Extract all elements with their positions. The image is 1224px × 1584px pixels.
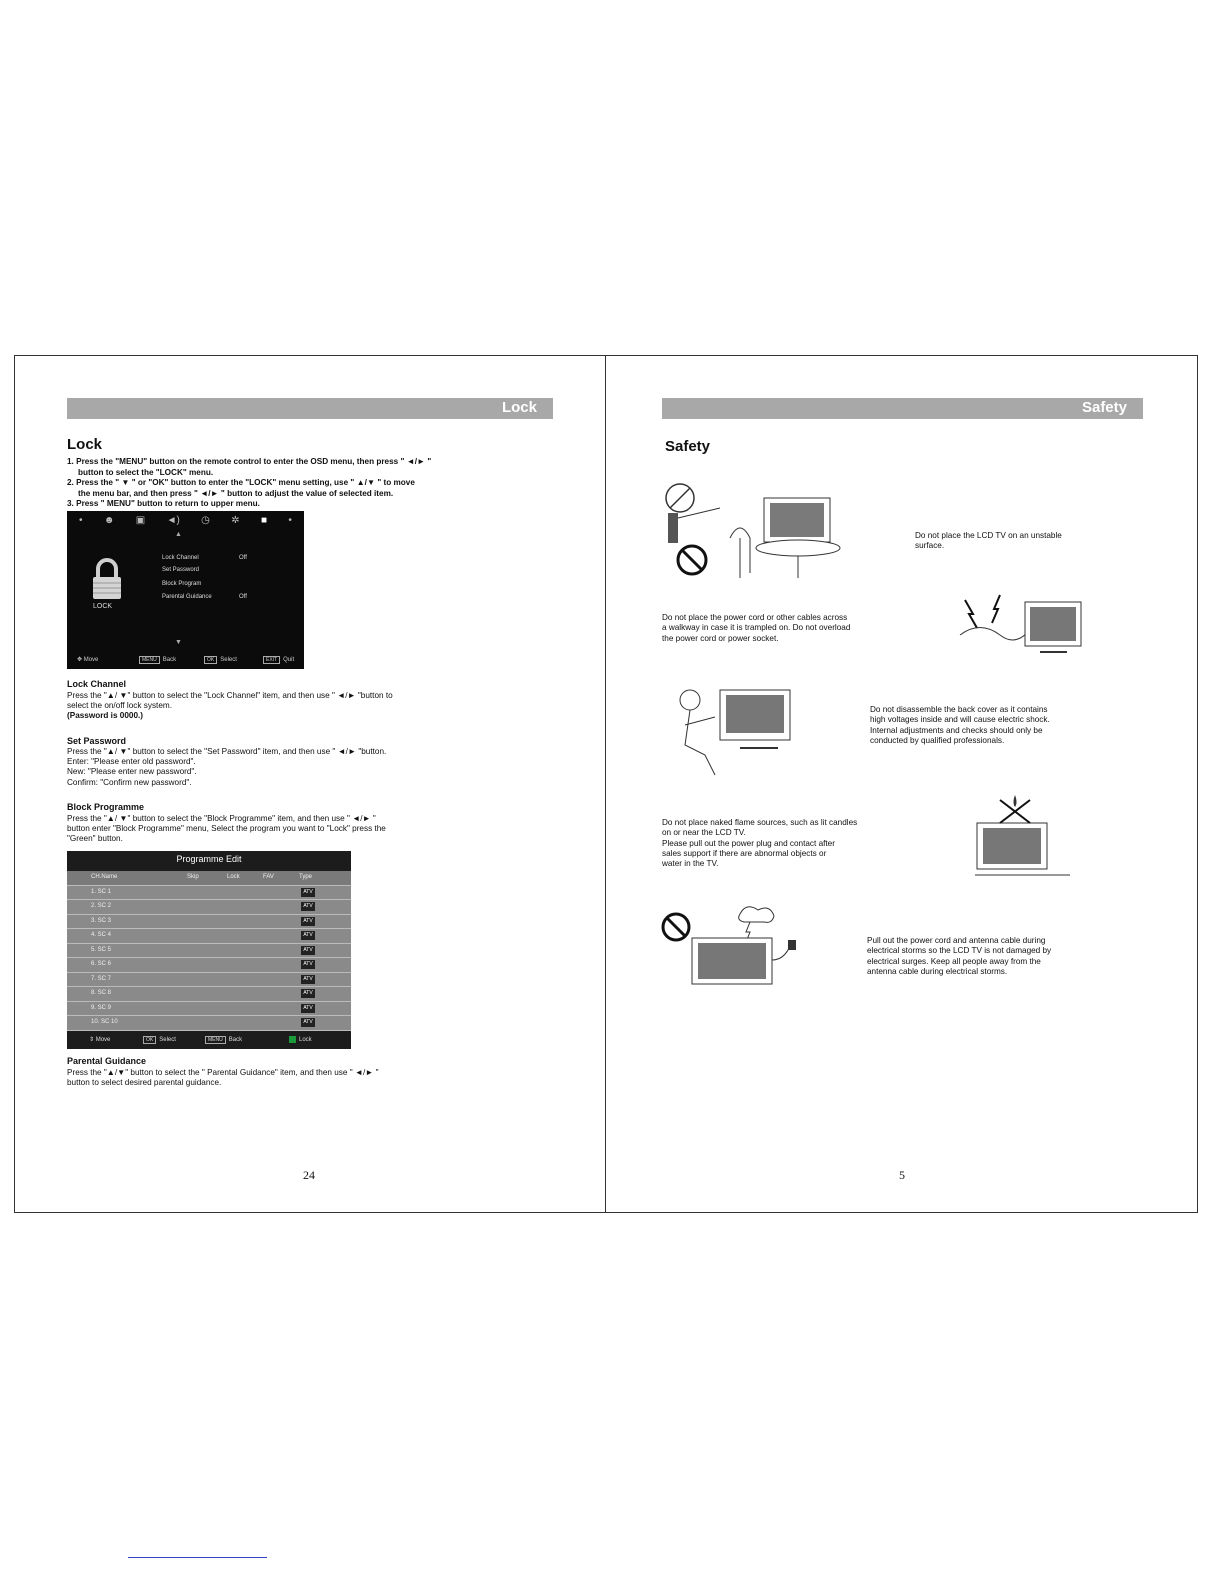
password-note: (Password is 0000.) <box>67 711 143 721</box>
note-line: Do not place naked flame sources, such as lit candles <box>662 818 858 827</box>
safety-note-unstable <box>915 531 1062 552</box>
column-header: Lock <box>227 874 240 880</box>
channel-name: 2. SC 2 <box>91 903 112 909</box>
type-badge: ATV <box>301 917 315 926</box>
gear-icon: ✲ <box>231 515 240 526</box>
note-line: surface. <box>915 541 945 551</box>
channel-name: 8. SC 8 <box>91 990 112 996</box>
padlock-icon <box>91 557 123 601</box>
pe-footer-move <box>89 1036 110 1043</box>
disassemble-illustration <box>660 680 800 780</box>
menu-item-block-program[interactable]: Block Program <box>162 581 202 587</box>
parental-guidance-value: Off <box>239 594 247 600</box>
type-badge: ATV <box>301 1004 315 1013</box>
step-text: 3. Press " MENU" button to return to upper menu. <box>67 499 260 508</box>
electrical-storm-illustration <box>658 900 808 990</box>
exit-key-icon: EXIT <box>263 656 280 664</box>
parental-guidance-text <box>67 1068 497 1088</box>
clock-icon: ◷ <box>201 515 210 526</box>
underline-link[interactable] <box>128 1557 267 1558</box>
body-line: New: "Please enter new password". <box>67 767 197 777</box>
column-header: CH.Name <box>91 874 118 880</box>
note-line: Do not place the LCD TV on an unstable <box>915 531 1062 540</box>
programme-table <box>67 871 351 1031</box>
table-row[interactable] <box>67 900 351 915</box>
column-header: Skip <box>187 874 199 880</box>
flame-illustration <box>975 795 1075 880</box>
body-line: button to select desired parental guidance. <box>67 1078 222 1088</box>
menu-item-set-password[interactable]: Set Password <box>162 567 200 573</box>
note-line: a walkway in case it is trampled on. Do not overload <box>662 623 851 633</box>
footer-select-label: Select <box>220 657 237 663</box>
table-row[interactable] <box>67 958 351 973</box>
table-row[interactable] <box>67 1016 351 1031</box>
menu-key-icon: MENU <box>205 1036 226 1044</box>
pe-lock-label: Lock <box>299 1037 312 1044</box>
pe-select-label: Select <box>159 1037 176 1043</box>
note-line: Pull out the power cord and antenna cable during <box>867 936 1046 945</box>
table-row[interactable] <box>67 944 351 959</box>
block-programme-heading: Block Programme <box>67 802 145 812</box>
channel-name: 4. SC 4 <box>91 932 112 938</box>
note-line: Please pull out the power plug and contact after <box>662 838 835 848</box>
body-line: Press the "▲/▼" button to select the " Parental Guidance" item, and then use " ◄/► " <box>67 1068 379 1077</box>
scroll-up-icon: ▲ <box>175 531 182 538</box>
lock-osd-menu <box>67 511 304 669</box>
type-badge: ATV <box>301 989 315 998</box>
set-password-heading: Set Password <box>67 736 127 746</box>
table-row[interactable] <box>67 1002 351 1017</box>
column-header: Type <box>299 874 313 880</box>
ok-key-icon: OK <box>204 656 217 664</box>
note-line: Do not place the power cord or other cables across <box>662 613 848 622</box>
band-label: Lock <box>501 399 537 416</box>
lock-section-band <box>67 398 553 419</box>
footer-move <box>77 656 98 663</box>
table-row[interactable] <box>67 987 351 1002</box>
body-line: "Green" button. <box>67 834 123 844</box>
type-badge: ATV <box>301 931 315 940</box>
band-label: Safety <box>1081 399 1127 416</box>
page-divider <box>605 355 606 1213</box>
step-text: 2. Press the " ▼ " or "OK" button to enter the "LOCK" menu setting, use " ▲/▼ " to move <box>67 478 415 487</box>
osd-lock-label: LOCK <box>93 603 113 610</box>
pe-move-label: Move <box>95 1037 111 1043</box>
note-line: on or near the LCD TV. <box>662 828 746 838</box>
bullet-icon: • <box>288 515 292 526</box>
type-badge: ATV <box>301 888 315 897</box>
table-header-row <box>67 871 351 886</box>
pe-footer-lock <box>289 1036 312 1043</box>
menu-item-lock-channel[interactable]: Lock Channel <box>162 555 199 561</box>
safety-section-band <box>662 398 1143 419</box>
osd-icon-row <box>79 515 292 529</box>
body-line: Press the "▲/ ▼" button to select the "Block Programme" item, and then use " ◄/► " <box>67 814 376 823</box>
note-line: electrical surges. Keep all people away from the <box>867 956 1041 966</box>
channel-name: 6. SC 6 <box>91 961 112 967</box>
scroll-down-icon: ▼ <box>175 639 182 646</box>
step-text: the menu bar, and then press " ◄/► " button to adjust the value of selected item. <box>78 488 394 498</box>
sound-icon: ◄) <box>166 515 180 526</box>
table-row[interactable] <box>67 886 351 901</box>
page-title: Safety <box>665 438 711 455</box>
step-text: button to select the "LOCK" menu. <box>78 467 214 477</box>
lock-steps <box>67 457 537 510</box>
safety-note-power-cord <box>662 613 850 644</box>
lock-channel-heading: Lock Channel <box>67 679 127 689</box>
safety-note-storm <box>867 936 1051 977</box>
bullet-icon: • <box>79 515 83 526</box>
type-badge: ATV <box>301 946 315 955</box>
block-programme-text <box>67 814 497 845</box>
type-badge: ATV <box>301 975 315 984</box>
type-badge: ATV <box>301 960 315 969</box>
channel-name: 10. SC 10 <box>91 1019 118 1025</box>
body-line: Enter: "Please enter old password". <box>67 757 196 767</box>
table-row[interactable] <box>67 973 351 988</box>
footer-back-label: Back <box>162 657 177 663</box>
footer-back <box>139 656 176 664</box>
screen-icon: ▣ <box>135 515 146 526</box>
parental-guidance-heading: Parental Guidance <box>67 1056 147 1066</box>
pe-back-label: Back <box>228 1037 243 1043</box>
footer-select <box>204 656 237 664</box>
type-badge: ATV <box>301 1018 315 1027</box>
note-line: antenna cable during electrical storms. <box>867 966 1008 976</box>
body-line: button enter "Block Programme" menu, Select the program you want to "Lock" press the <box>67 824 386 834</box>
column-header: FAV <box>263 874 274 880</box>
body-line: Press the "▲/ ▼" button to select the "Set Password" item, and then use " ◄/► "button. <box>67 747 387 756</box>
channel-name: 9. SC 9 <box>91 1004 112 1011</box>
page-number: 5 <box>899 1168 905 1182</box>
note-line: water in the TV. <box>662 859 719 869</box>
menu-key-icon: MENU <box>139 656 160 664</box>
body-line: select the on/off lock system. <box>67 701 172 711</box>
step-text: 1. Press the "MENU" button on the remote control to enter the OSD menu, then press " ◄/► " <box>67 457 432 466</box>
safety-note-flame <box>662 818 857 869</box>
note-line: the power cord or power socket. <box>662 633 779 643</box>
pe-footer-select <box>143 1036 176 1044</box>
note-line: conducted by qualified professionals. <box>870 735 1005 745</box>
pe-footer-back <box>205 1036 242 1044</box>
move-arrows-icon: ✥ <box>77 657 84 663</box>
safety-note-disassemble <box>870 705 1050 746</box>
footer-quit-label: Quit <box>283 657 295 663</box>
up-down-arrows-icon: ⇕ <box>89 1037 96 1043</box>
footer-quit <box>263 656 294 664</box>
note-line: electrical storms so the LCD TV is not damaged by <box>867 946 1052 956</box>
lock-icon: ■ <box>261 515 268 526</box>
type-badge: ATV <box>301 902 315 911</box>
power-cord-illustration <box>955 590 1085 665</box>
lock-channel-text <box>67 691 497 722</box>
programme-edit-menu <box>67 851 351 1049</box>
channel-name: 5. SC 5 <box>91 946 112 953</box>
table-row[interactable] <box>67 915 351 930</box>
channel-name: 7. SC 7 <box>91 975 112 982</box>
green-button-icon <box>289 1036 296 1043</box>
ok-key-icon: OK <box>143 1036 156 1044</box>
page-title: Lock <box>67 436 103 453</box>
page-number: 24 <box>303 1168 315 1182</box>
body-line: Press the "▲/ ▼" button to select the "Lock Channel" item, and then use " ◄/► "button to <box>67 691 393 700</box>
menu-item-parental-guidance[interactable]: Parental Guidance <box>162 594 212 600</box>
unstable-surface-illustration <box>660 478 870 588</box>
note-line: Internal adjustments and checks should only be <box>870 725 1043 735</box>
body-line: Confirm: "Confirm new password". <box>67 777 192 787</box>
note-line: high voltages inside and will cause electric shock. <box>870 715 1050 725</box>
footer-move-label: Move <box>83 657 99 663</box>
channel-name: 3. SC 3 <box>91 917 112 924</box>
table-row[interactable] <box>67 929 351 944</box>
lock-channel-value: Off <box>239 555 247 561</box>
note-line: Do not disassemble the back cover as it contains <box>870 705 1048 714</box>
programme-edit-title: Programme Edit <box>176 854 242 864</box>
picture-icon: ☻ <box>103 515 115 526</box>
channel-name: 1. SC 1 <box>91 888 112 895</box>
set-password-text <box>67 747 497 788</box>
note-line: sales support if there are abnormal objects or <box>662 848 827 858</box>
